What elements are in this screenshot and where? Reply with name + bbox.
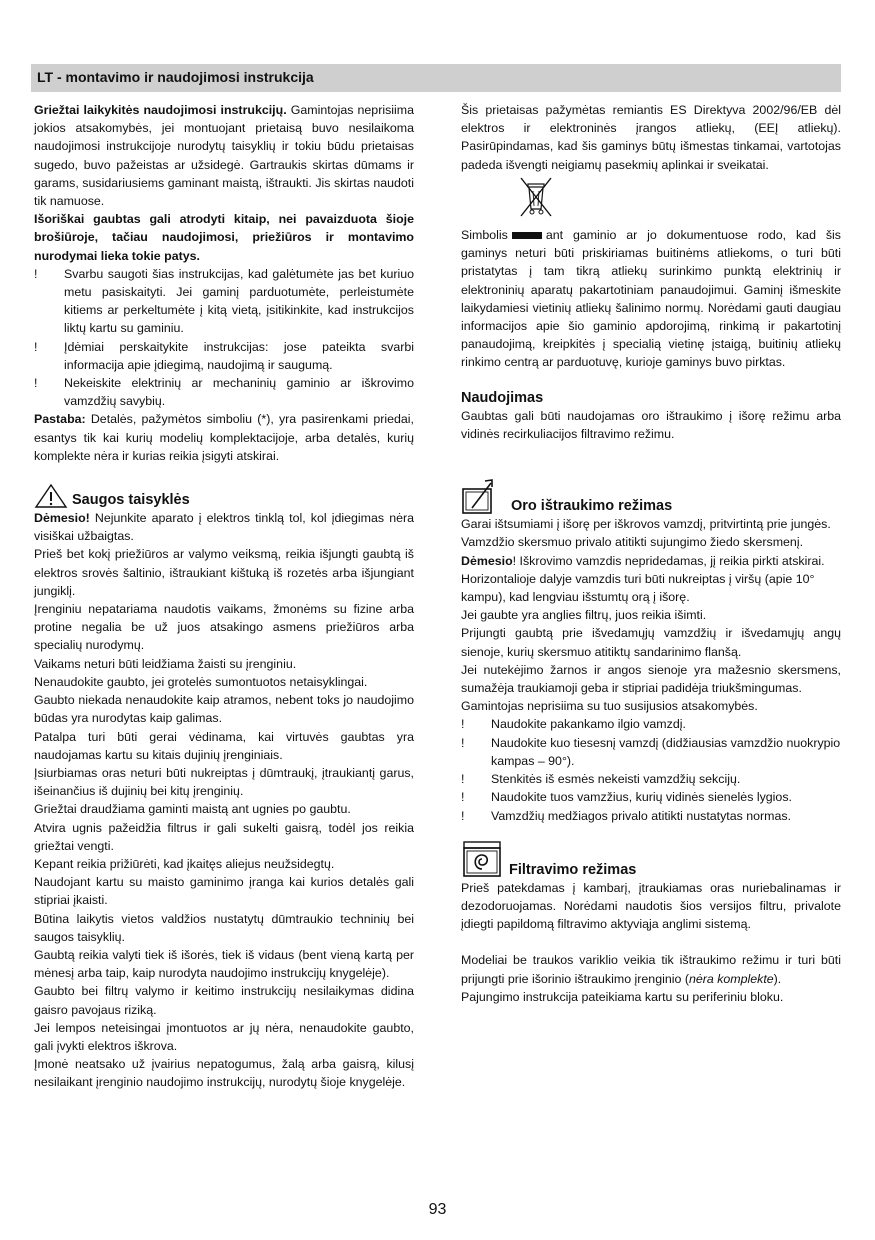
- safety-attention: [34, 509, 414, 545]
- bullet-mark: !: [461, 735, 465, 750]
- safety-heading: [34, 483, 414, 509]
- bullet-text: Naudokite pakankamo ilgio vamzdį.: [491, 717, 686, 732]
- filter-heading: [461, 839, 841, 879]
- filter-p2-text: Modeliai be traukos variklio veikia tik ištraukimo režimu ir turi būti prijungti prie išorinio ištraukimo įrenginio (: [461, 953, 841, 986]
- bullet-mark: !: [461, 717, 465, 732]
- note-paragraph: [34, 410, 414, 465]
- left-column: [34, 101, 414, 1092]
- note-label: Pastaba:: [34, 412, 86, 427]
- safety-paragraph: Jei lempos neteisingai įmontuotos ar jų nėra, nenaudokite gaubto, gali įvykti elektros iškrova.: [34, 1020, 414, 1053]
- section-header-bar: [31, 64, 841, 92]
- crossed-bin-icon: [516, 175, 556, 219]
- filter-paragraph: [461, 951, 841, 987]
- bullet-text: Naudokite kuo tiesesnį vamzdį (didžiausias vamzdžio nuokrypio kampas – 90°).: [491, 735, 841, 768]
- safety-paragraph: Patalpa turi būti gerai vėdinama, kai virtuvės gaubtas yra naudojamas kartu su kitais dujinių įrenginiais.: [34, 729, 414, 762]
- safety-attention-label: Dėmesio!: [34, 511, 90, 526]
- appearance-warning-text: Išoriškai gaubtas gali atrodyti kitaip, nei pavaizduota šioje brošiūroje, tačiau naudojimosi, priežiūros ir montavimo nurodymai lieka tokie patys.: [34, 212, 414, 263]
- bullet-mark: !: [34, 376, 38, 391]
- extraction-paragraph: Prijungti gaubtą prie išvedamųjų vamzdžių ir išvedamųjų angų sienoje, kurių skersmuo atitiktų sandarinimo flanšą.: [461, 626, 841, 659]
- bullet-text: Naudokite tuos vamzžius, kurių vidinės sienelės lygios.: [491, 790, 792, 805]
- safety-paragraph: Kepant reikia prižiūrėti, kad įkaitęs aliejus neužsidegtų.: [34, 856, 335, 871]
- bullet-text: Stenkitės iš esmės nekeisti vamzdžių sekcijų.: [491, 772, 741, 787]
- safety-paragraph: Gaubtą reikia valyti tiek iš išorės, tiek iš vidaus (bent vieną kartą per mėnesį arba taip, kaip nurodyta naudojimo instrukcijų knygelėje).: [34, 947, 414, 981]
- symbol-prefix: Simbolis: [461, 228, 508, 243]
- list-item: [461, 807, 841, 825]
- warning-triangle-icon: [34, 483, 68, 509]
- intro-text: Gamintojas neprisiima jokios atsakomybės, jei montuojant prietaisą buvo nesilaikoma naudojimosi instrukcijoje nurodytų taisyklių ir tokiu būdu prietaisas sugedo, buvo pažeistas ar užsidegė. Gartraukis skirtas dūmams ir garams, susidariusiems gaminant maistą, ištraukti. Jis skirtas naudoti tik namuose.: [34, 103, 414, 209]
- extraction-paragraph: Vamzdžio skersmuo privalo atitikti sujungimo žiedo skersmenį.: [461, 535, 804, 550]
- safety-paragraph: Vaikams neturi būti leidžiama žaisti su įrenginiu.: [34, 656, 297, 671]
- safety-paragraph: Gaubto bei filtrų valymo ir keitimo instrukcijų nesilaikymas didina gaisro pavojaus riziką.: [34, 984, 414, 1017]
- extraction-attention-label: Dėmesio: [461, 553, 513, 568]
- extraction-paragraph: Gamintojas neprisiima su tuo susijusios atsakomybės.: [461, 699, 758, 714]
- list-item: [461, 734, 841, 770]
- safety-paragraph: Įsiurbiamas oras neturi būti nukreiptas į dūmtraukį, įtraukiantį garus, išeinančius iš dujinių bei kitų įrenginių.: [34, 765, 414, 799]
- bullet-text: Svarbu saugoti šias instrukcijas, kad galėtumėte jas bet kuriuo metu pasiskaityti. Jei gaminį parduotumėte, perleistumėte kitiems ar perkeltumėte į kitą vietą, įsitikinkite, kad instrukcijos liktų kartu su gaminiu.: [64, 266, 414, 336]
- extraction-title: Oro ištraukimo režimas: [511, 498, 673, 515]
- safety-paragraph: Būtina laikytis vietos valdžios nustatytų dūmtraukio techninių bei saugos taisyklių.: [34, 911, 414, 944]
- filter-paragraph: Prieš patekdamas į kambarį, įtraukiamas oras nuriebalinamas ir dezodoruojamas. Norėdami naudotis šios versijos filtru, privalote įdiegti papildomą filtravimo aktyviąja anglimi sistemą.: [461, 880, 841, 932]
- safety-paragraph: Įmonė neatsako už įvairius nepatogumus, žalą arba gaisrą, kilusį nesilaikant įrenginio naudojimo instrukcijų, nurodytų šioje knygelėje.: [34, 1057, 414, 1090]
- list-item: [461, 770, 841, 788]
- usage-paragraph: Gaubtas gali būti naudojamas oro ištraukimo į išorę režimu arba vidinės recirkuliacijos filtravimo režimu.: [461, 408, 841, 442]
- intro-bold: Griežtai laikykitės naudojimosi instrukcijų.: [34, 103, 287, 117]
- extraction-attention-text: ! Iškrovimo vamzdis nepridedamas, jį reikia pirkti atskirai.: [512, 553, 825, 568]
- extraction-attention: [461, 552, 841, 570]
- duct-extraction-icon: [461, 475, 507, 515]
- bullet-mark: !: [461, 790, 465, 805]
- weee-paragraph: Šis prietaisas pažymėtas remiantis ES Direktyva 2002/96/EB dėl elektros ir elektroninės įrangos atliekų, (EEĮ atliekų). Pasirūpindamas, kad šis gaminys būtų išmestas tinkamai, vartotojas padeda išvengti neigiamų pasekmių aplinkai ir sveikatai.: [461, 103, 841, 172]
- black-bar-symbol: [512, 232, 542, 239]
- extraction-paragraph: Horizontalioje dalyje vamzdis turi būti nukreiptas į viršų (apie 10° kampu), kad lengviau išstumtų orą į išorę.: [461, 571, 815, 605]
- list-item: [461, 715, 841, 733]
- right-column: [461, 101, 841, 1006]
- safety-paragraph: Griežtai draudžiama gaminti maistą ant ugnies po gaubtu.: [34, 802, 351, 817]
- safety-attention-text: Nejunkite aparato į elektros tinklą tol, kol įdiegimas nėra visiškai užbaigtas.: [34, 511, 414, 544]
- usage-title: Naudojimas: [461, 389, 544, 406]
- list-item: [34, 374, 414, 410]
- page-number: 93: [428, 1201, 447, 1218]
- filter-title: Filtravimo režimas: [509, 861, 637, 878]
- bullet-text: Vamzdžių medžiagos privalo atitikti nustatytas normas.: [491, 808, 792, 823]
- filter-paragraph: Pajungimo instrukcija pateikiama kartu su periferiniu bloku.: [461, 989, 784, 1004]
- intro-paragraph: [34, 101, 414, 210]
- extraction-heading: [461, 475, 841, 515]
- extraction-paragraph: Garai ištsumiami į išorę per iškrovos vamzdį, pritvirtintą prie jungės.: [461, 517, 831, 532]
- safety-paragraph: Gaubto niekada nenaudokite kaip atramos, nebent toks jo naudojimo būdas yra nurodytas kaip galimas.: [34, 693, 414, 726]
- extraction-paragraph: Jei nutekėjimo žarnos ir angos sienoje yra mažesnio skersmens, sumažėja traukiamoji geba ir stipriai padidėja triukšmingumas.: [461, 662, 841, 696]
- symbol-paragraph: [461, 226, 841, 372]
- bullet-mark: !: [34, 339, 38, 354]
- appearance-warning: [34, 210, 414, 265]
- safety-paragraph: Atvira ugnis pažeidžia filtrus ir gali sukelti gaisrą, todėl jos reikia griežtai vengti.: [34, 820, 414, 853]
- extraction-paragraph: Jei gaubte yra anglies filtrų, juos reikia išimti.: [461, 608, 707, 623]
- safety-paragraph: Prieš bet kokį priežiūros ar valymo veiksmą, reikia išjungti gaubtą iš elektros srovės šaltinio, ištraukiant kištuką iš rozetės arba išjungiant jungiklį.: [34, 547, 414, 598]
- safety-paragraph: Įrenginiu nepatariama naudotis vaikams, žmonėms su fizine arba protine negalia be už juos atsakingo asmens priežiūros arba specialių nurodymų.: [34, 602, 414, 653]
- bullet-mark: !: [34, 266, 38, 281]
- safety-title: Saugos taisyklės: [72, 491, 190, 508]
- bullet-mark: !: [461, 772, 465, 787]
- filter-p2-italic: nėra komplekte: [688, 971, 774, 986]
- list-item: [34, 338, 414, 374]
- bullet-mark: !: [461, 808, 465, 823]
- filter-p2-end: ).: [773, 971, 782, 986]
- safety-paragraph: Nenaudokite gaubto, jei grotelės sumontuotos netaisyklingai.: [34, 674, 368, 689]
- safety-paragraph: Naudojant kartu su maisto gaminimo įranga kai kurios detalės gali stipriai įkaisti.: [34, 875, 414, 908]
- bullet-text: Įdėmiai perskaitykite instrukcijas: jose pateikta svarbi informacija apie įdiegimą, naudojimą ir saugumą.: [64, 339, 414, 372]
- bullet-text: Nekeiskite elektrinių ar mechaninių gaminio ar iškrovimo vamzdžių savybių.: [64, 376, 414, 409]
- symbol-text: ant gaminio ar jo dokumentuose rodo, kad šis gaminys neturi būti priskiriamas buitinėms atliekoms, o turi būti pristatytas į tam tikrą atliekų surinkimo punktą elektrinių ir elektroninių aparatų pakartotiniam panaudojimui. Gaminį išmeskite laikydamiesi vietinių atliekų šalinimo normų. Norėdami gauti daugiau informacijos apie šio gaminio apdorojimą, rinkimą ir pakartotinį panaudojimą, kreipkitės į specialią vietinę įstaigą, buitinių atliekų rinkimo centrą ar parduotuvę, kurioje gaminys buvo pirktas.: [461, 228, 841, 370]
- page-title: LT - montavimo ir naudojimosi instrukcija: [37, 69, 314, 85]
- weee-bin: [461, 175, 841, 224]
- note-text: Detalės, pažymėtos simboliu (*), yra pasirenkami priedai, esantys tik kai kurių modelių komplektacijoje, arba detalės, kurių komplekte nėra ir kurias reikia įsigyti atskirai.: [34, 412, 414, 463]
- list-item: [34, 265, 414, 338]
- list-item: [461, 788, 841, 806]
- recirculation-filter-icon: [461, 839, 505, 879]
